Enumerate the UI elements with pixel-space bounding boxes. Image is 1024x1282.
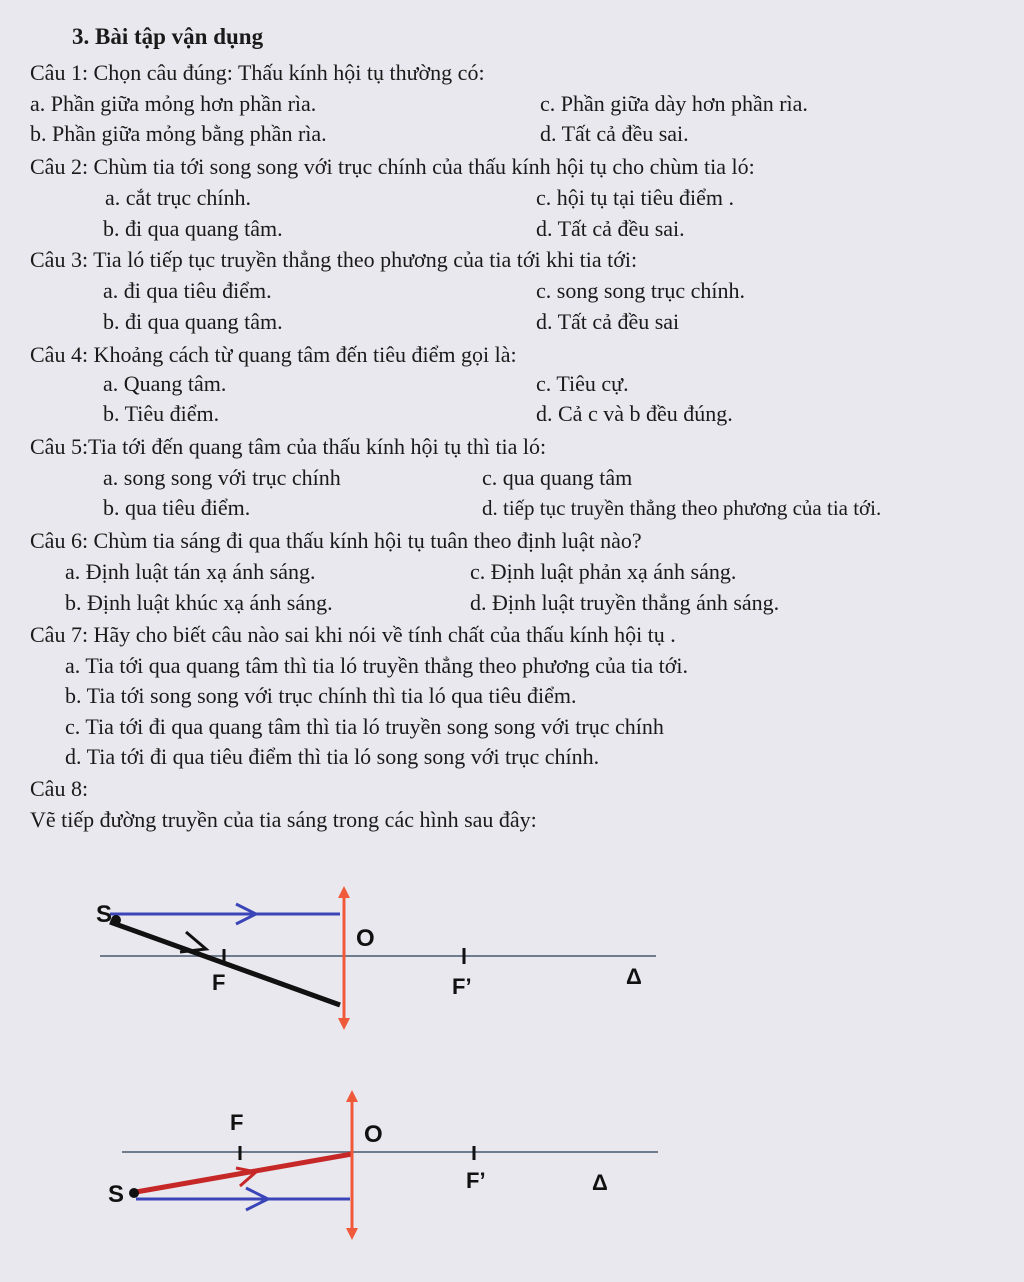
question-8-stem: Câu 8:: [30, 776, 89, 801]
question-4-option-d: d. Cả c và b đều đúng.: [536, 401, 733, 426]
question-3-option-c: c. song song trục chính.: [536, 278, 745, 303]
question-1-option-d: d. Tất cả đều sai.: [540, 121, 689, 146]
question-3-option-a: a. đi qua tiêu điểm.: [103, 278, 272, 303]
focus-label: F: [230, 1110, 244, 1135]
center-label: O: [356, 925, 375, 952]
section-title: 3. Bài tập vận dụng: [72, 24, 264, 49]
question-6-option-b: b. Định luật khúc xạ ánh sáng.: [65, 590, 333, 615]
focus-prime-label: F’: [452, 974, 472, 999]
question-5-option-b: b. qua tiêu điểm.: [103, 495, 251, 520]
oblique-ray: [136, 1154, 352, 1192]
question-4-option-c: c. Tiêu cự.: [536, 371, 629, 396]
axis-label: Δ: [626, 964, 642, 989]
question-5-option-a: a. song song với trục chính: [103, 465, 341, 490]
question-3-option-b: b. đi qua quang tâm.: [103, 309, 283, 334]
question-2-option-a: a. cắt trục chính.: [105, 185, 251, 210]
source-label: S: [108, 1181, 125, 1208]
question-7-option-d: d. Tia tới đi qua tiêu điểm thì tia ló song song với trục chính.: [65, 744, 600, 769]
question-5-option-c: c. qua quang tâm: [482, 465, 633, 490]
center-label: O: [364, 1121, 383, 1148]
question-2-option-b: b. đi qua quang tâm.: [103, 216, 283, 241]
question-7-stem: Câu 7: Hãy cho biết câu nào sai khi nói về tính chất của thấu kính hội tụ .: [30, 622, 676, 647]
question-7-option-b: b. Tia tới song song với trục chính thì tia ló qua tiêu điểm.: [65, 683, 577, 708]
question-4-option-b: b. Tiêu điểm.: [103, 401, 220, 426]
question-1-option-b: b. Phần giữa mỏng bằng phần rìa.: [30, 121, 327, 146]
question-2-option-d: d. Tất cả đều sai.: [536, 216, 685, 241]
question-6-option-d: d. Định luật truyền thẳng ánh sáng.: [470, 590, 780, 615]
question-5-stem: Câu 5:Tia tới đến quang tâm của thấu kính hội tụ thì tia ló:: [30, 434, 547, 459]
axis-label: Δ: [592, 1170, 608, 1195]
oblique-ray-arrow-icon: [236, 1168, 256, 1186]
focus-prime-label: F’: [466, 1168, 486, 1193]
question-2-stem: Câu 2: Chùm tia tới song song với trục chính của thấu kính hội tụ cho chùm tia ló:: [30, 154, 755, 179]
source-point: [111, 915, 121, 925]
question-6-option-c: c. Định luật phản xạ ánh sáng.: [470, 559, 737, 584]
question-3-option-d: d. Tất cả đều sai: [536, 309, 680, 334]
lens-diagram-1: [0, 870, 1024, 1040]
question-1-option-a: a. Phần giữa mỏng hơn phần rìa.: [30, 91, 317, 116]
question-7-option-a: a. Tia tới qua quang tâm thì tia ló truyền thẳng theo phương của tia tới.: [65, 653, 689, 678]
question-1-stem: Câu 1: Chọn câu đúng: Thấu kính hội tụ thường có:: [30, 60, 485, 85]
focus-label: F: [212, 970, 226, 995]
question-7-option-c: c. Tia tới đi qua quang tâm thì tia ló truyền song song với trục chính: [65, 714, 664, 739]
question-6-stem: Câu 6: Chùm tia sáng đi qua thấu kính hội tụ tuân theo định luật nào?: [30, 528, 642, 553]
question-6-option-a: a. Định luật tán xạ ánh sáng.: [65, 559, 316, 584]
source-point: [129, 1188, 139, 1198]
question-2-option-c: c. hội tụ tại tiêu điểm .: [536, 185, 734, 210]
question-8-instruction: Vẽ tiếp đường truyền của tia sáng trong các hình sau đây:: [30, 807, 537, 832]
source-label: S: [96, 901, 113, 928]
question-5-option-d: d. tiếp tục truyền thẳng theo phương của tia tới.: [482, 496, 882, 520]
question-3-stem: Câu 3: Tia ló tiếp tục truyền thẳng theo phương của tia tới khi tia tới:: [30, 247, 638, 272]
question-4-stem: Câu 4: Khoảng cách từ quang tâm đến tiêu điểm gọi là:: [30, 342, 517, 367]
lens-diagram-2: [0, 1078, 1024, 1248]
question-1-option-c: c. Phần giữa dày hơn phần rìa.: [540, 91, 808, 116]
question-4-option-a: a. Quang tâm.: [103, 371, 227, 396]
